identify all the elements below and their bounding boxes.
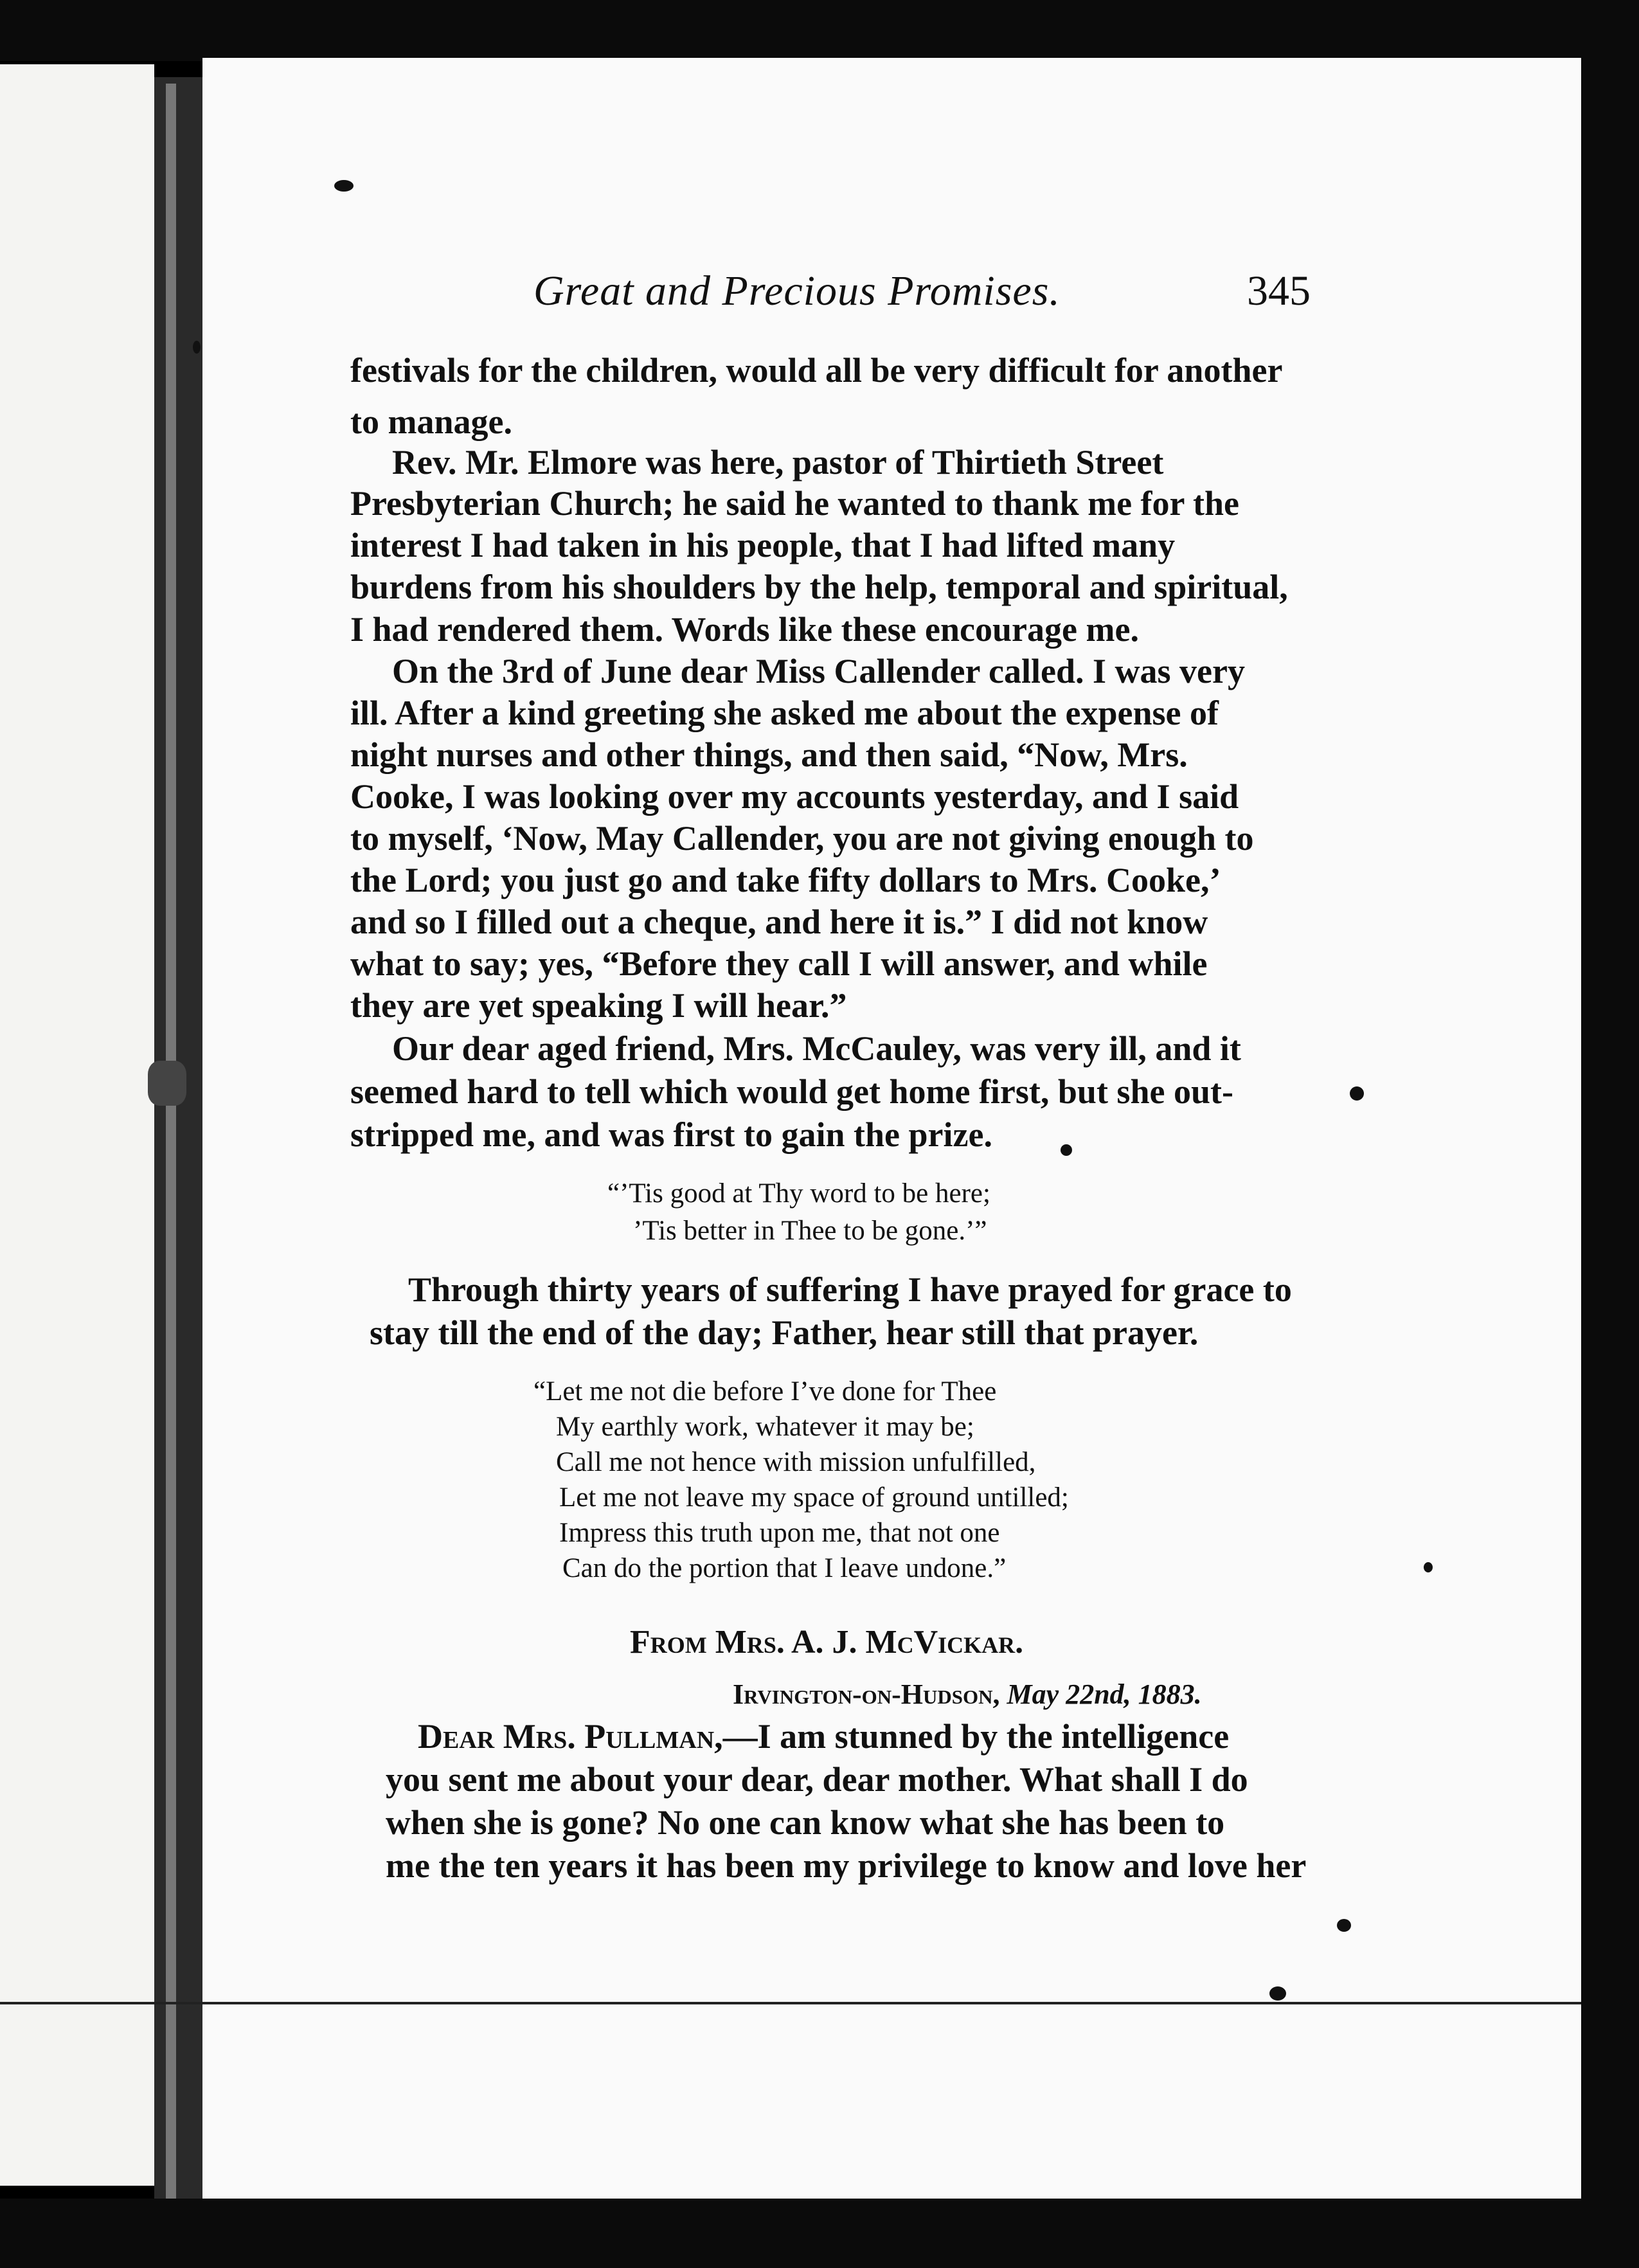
- body-line: ill. After a kind greeting she asked me about the expense of: [350, 694, 1219, 732]
- poem-line: Call me not hence with mission unfulfilled,: [556, 1447, 1036, 1477]
- verse-line: ’Tis better in Thee to be gone.’”: [633, 1216, 987, 1246]
- poem-line: “Let me not die before I’ve done for Thee: [533, 1376, 997, 1407]
- body-line: they are yet speaking I will hear.”: [350, 986, 847, 1025]
- body-line: stripped me, and was first to gain the prize.: [350, 1115, 992, 1154]
- body-line: seemed hard to tell which would get home first, but she out-: [350, 1072, 1233, 1111]
- scan-speck: [148, 1061, 186, 1106]
- scan-speck: [1424, 1562, 1433, 1572]
- body-line: Our dear aged friend, Mrs. McCauley, was very ill, and it: [392, 1029, 1241, 1068]
- poem-line: My earthly work, whatever it may be;: [556, 1412, 974, 1442]
- body-line: what to say; yes, “Before they call I will answer, and while: [350, 944, 1208, 983]
- body-line: stay till the end of the day; Father, hear still that prayer.: [370, 1313, 1199, 1352]
- body-line: On the 3rd of June dear Miss Callender called. I was very: [392, 652, 1245, 690]
- scan-speck: [1337, 1919, 1351, 1932]
- body-line: Cooke, I was looking over my accounts yesterday, and I said: [350, 777, 1239, 816]
- body-line: to myself, ‘Now, May Callender, you are not giving enough to: [350, 819, 1254, 858]
- body-line: festivals for the children, would all be very difficult for another: [350, 351, 1283, 390]
- scan-border-bottom: [0, 2199, 1639, 2268]
- scan-speck: [1350, 1086, 1364, 1101]
- scan-speck: [1061, 1144, 1072, 1156]
- body-line: Rev. Mr. Elmore was here, pastor of Thirtieth Street: [392, 443, 1164, 482]
- body-line: night nurses and other things, and then said, “Now, Mrs.: [350, 735, 1188, 774]
- letter-line: when she is gone? No one can know what she has been to: [386, 1803, 1225, 1842]
- scan-speck: [334, 180, 354, 192]
- dateline-date: May 22nd, 1883.: [1007, 1679, 1202, 1710]
- body-line: to manage.: [350, 402, 512, 441]
- running-head: Great and Precious Promises.: [533, 267, 1061, 314]
- poem-line: Impress this truth upon me, that not one: [559, 1518, 1000, 1548]
- body-line: burdens from his shoulders by the help, temporal and spiritual,: [350, 568, 1288, 606]
- gutter-highlight: [166, 84, 176, 2205]
- scan-border-top: [0, 0, 1639, 61]
- poem-line: Can do the portion that I leave undone.”: [562, 1553, 1007, 1583]
- page-number: 345: [1247, 267, 1311, 314]
- body-line: interest I had taken in his people, that I had lifted many: [350, 526, 1176, 564]
- letter-first-line: [418, 1716, 1229, 1756]
- dateline-place: Irvington-on-Hudson,: [733, 1679, 1000, 1710]
- page-bottom-rule: [0, 2002, 1581, 2004]
- letter-heading: From Mrs. A. J. McVickar.: [630, 1624, 1024, 1661]
- scan-border-right: [1581, 0, 1639, 2268]
- verse-line: “’Tis good at Thy word to be here;: [607, 1178, 990, 1209]
- body-line: and so I filled out a cheque, and here it is.” I did not know: [350, 903, 1208, 941]
- body-line: Through thirty years of suffering I have prayed for grace to: [408, 1270, 1292, 1309]
- dateline: [733, 1678, 1202, 1711]
- salutation: Dear Mrs. Pullman,: [418, 1717, 723, 1756]
- scan-speck: [193, 341, 201, 354]
- scan-speck: [1269, 1986, 1286, 2001]
- poem-line: Let me not leave my space of ground untilled;: [559, 1482, 1069, 1513]
- body-line: the Lord; you just go and take fifty dollars to Mrs. Cooke,’: [350, 861, 1221, 899]
- letter-line: —I am stunned by the intelligence: [722, 1717, 1230, 1756]
- letter-line: me the ten years it has been my privilege to know and love her: [386, 1846, 1307, 1885]
- body-line: I had rendered them. Words like these encourage me.: [350, 610, 1139, 649]
- facing-page-edge: [0, 64, 154, 2186]
- book-gutter: [154, 77, 202, 2218]
- letter-line: you sent me about your dear, dear mother. What shall I do: [386, 1760, 1248, 1799]
- body-line: Presbyterian Church; he said he wanted to thank me for the: [350, 484, 1240, 523]
